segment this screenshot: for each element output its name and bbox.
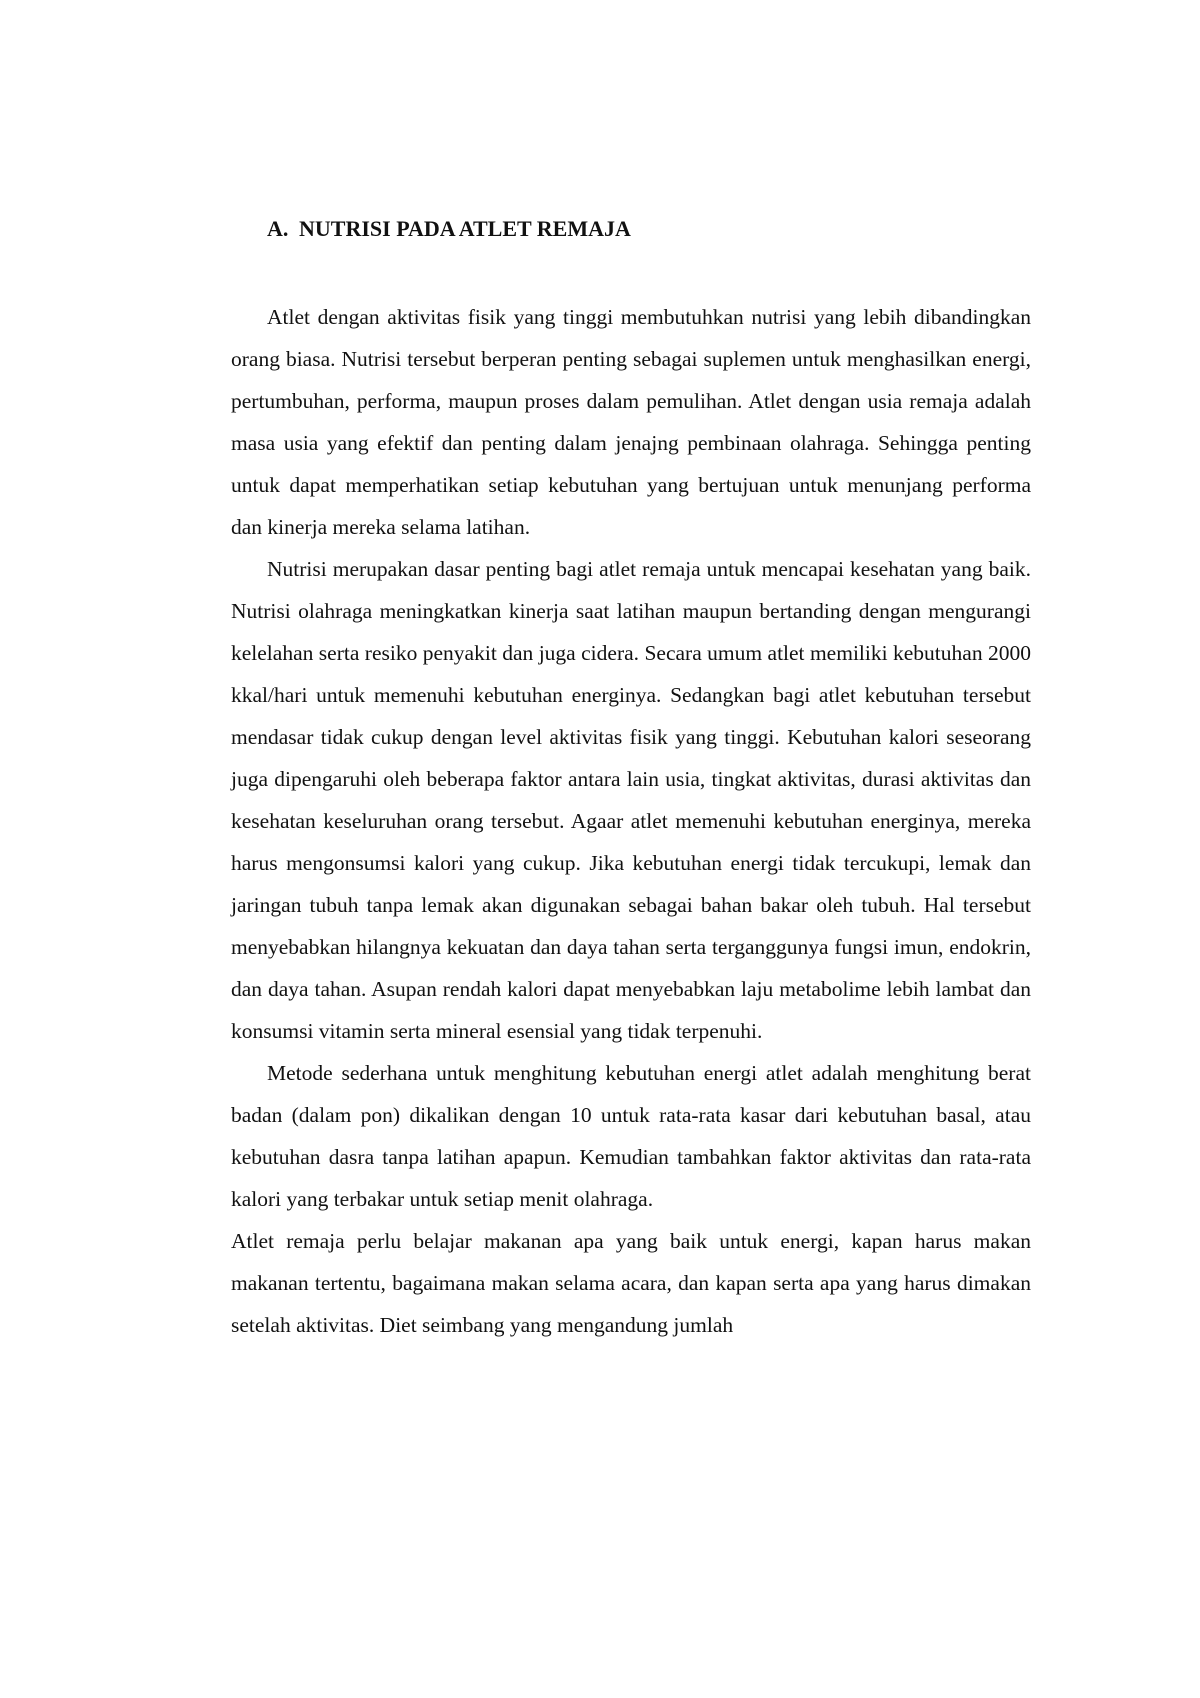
- section-letter: A.: [267, 216, 289, 241]
- body-text: [231, 296, 1031, 1346]
- section-title: NUTRISI PADA ATLET REMAJA: [299, 216, 631, 241]
- paragraph-1: Atlet dengan aktivitas fisik yang tinggi membutuhkan nutrisi yang lebih dibandingkan orang biasa. Nutrisi tersebut berperan penting sebagai suplemen untuk menghasilkan energi, pertumbuhan, performa, maupun proses dalam pemulihan. Atlet dengan usia remaja adalah masa usia yang efektif dan penting dalam jenajng pembinaan olahraga. Sehingga penting untuk dapat memperhatikan setiap kebutuhan yang bertujuan untuk menunjang performa dan kinerja mereka selama latihan.: [231, 305, 1031, 539]
- paragraph-2: Nutrisi merupakan dasar penting bagi atlet remaja untuk mencapai kesehatan yang baik. Nutrisi olahraga meningkatkan kinerja saat latihan maupun bertanding dengan mengurangi kelelahan serta resiko penyakit dan juga cidera. Secara umum atlet memiliki kebutuhan 2000 kkal/hari untuk memenuhi kebutuhan energinya. Sedangkan bagi atlet kebutuhan tersebut mendasar tidak cukup dengan level aktivitas fisik yang tinggi. Kebutuhan kalori seseorang juga dipengaruhi oleh beberapa faktor antara lain usia, tingkat aktivitas, durasi aktivitas dan kesehatan keseluruhan orang tersebut. Agaar atlet memenuhi kebutuhan energinya, mereka harus mengonsumsi kalori yang cukup. Jika kebutuhan energi tidak tercukupi, lemak dan jaringan tubuh tanpa lemak akan digunakan sebagai bahan bakar oleh tubuh. Hal tersebut menyebabkan hilangnya kekuatan dan daya tahan serta terganggunya fungsi imun, endokrin, dan daya tahan. Asupan rendah kalori dapat menyebabkan laju metabolime lebih lambat dan konsumsi vitamin serta mineral esensial yang tidak terpenuhi.: [231, 557, 1031, 1043]
- paragraph-4: Atlet remaja perlu belajar makanan apa yang baik untuk energi, kapan harus makan makanan tertentu, bagaimana makan selama acara, dan kapan serta apa yang harus dimakan setelah aktivitas. Diet seimbang yang mengandung jumlah: [231, 1229, 1031, 1337]
- section-heading: [267, 214, 631, 244]
- paragraph-3: Metode sederhana untuk menghitung kebutuhan energi atlet adalah menghitung berat badan (dalam pon) dikalikan dengan 10 untuk rata-rata kasar dari kebutuhan basal, atau kebutuhan dasra tanpa latihan apapun. Kemudian tambahkan faktor aktivitas dan rata-rata kalori yang terbakar untuk setiap menit olahraga.: [231, 1061, 1031, 1211]
